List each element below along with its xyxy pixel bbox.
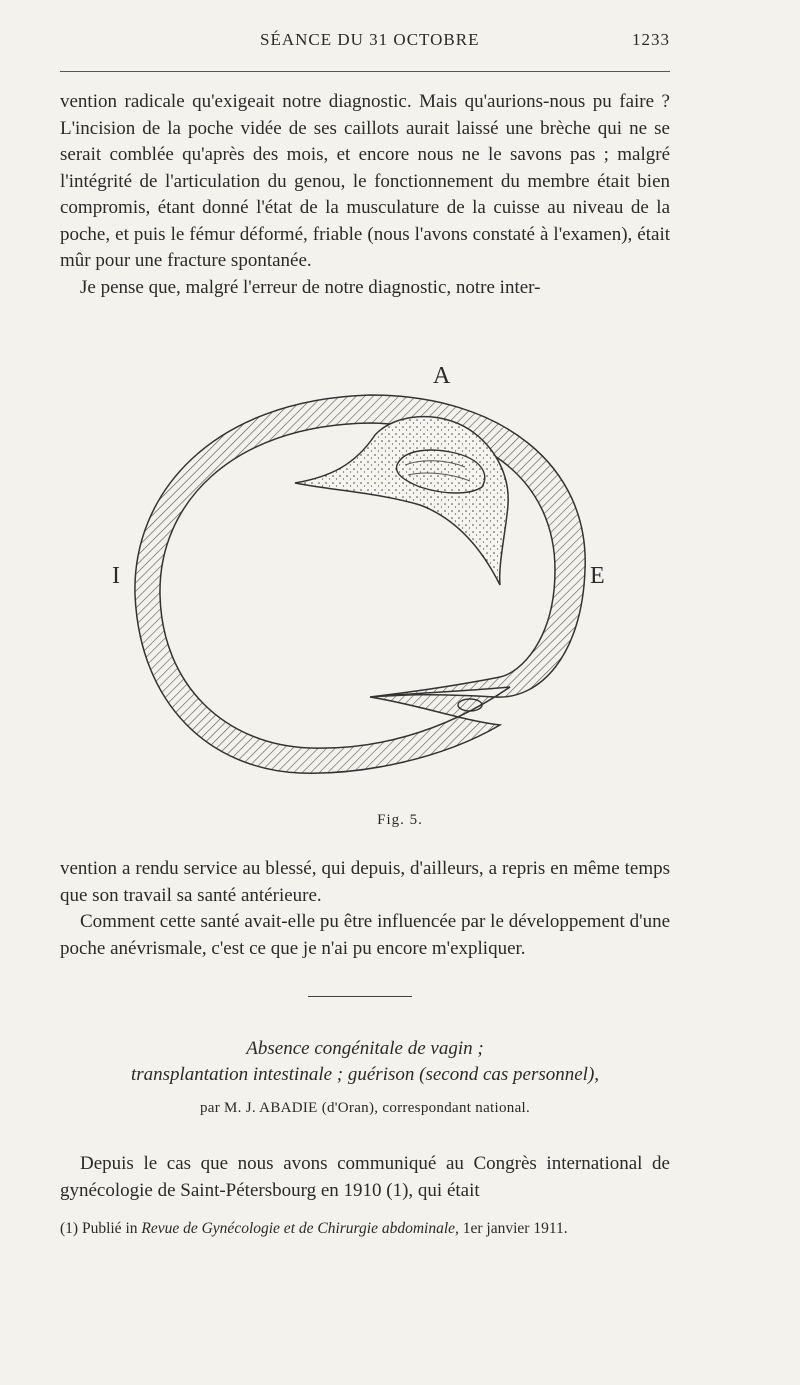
header-rule	[60, 71, 670, 72]
text-block-top	[60, 89, 670, 301]
figure-label-e: E	[590, 563, 605, 589]
text-block-middle	[60, 856, 670, 962]
paragraph-2b: Comment cette santé avait-elle pu être influencée par le développement d'une poche anévrismale, c'est ce que je n'ai pu encore m'expliquer.	[60, 911, 670, 959]
vessel-wall	[135, 395, 585, 773]
footnote-date: 1er janvier 1911.	[462, 1220, 568, 1237]
aneurysm-pouch	[295, 417, 508, 585]
article-byline: par M. J. ABADIE (d'Oran), correspondant national.	[199, 1100, 531, 1116]
article-title-line-2: transplantation intestinale ; guérison (second cas personnel),	[130, 1064, 600, 1085]
figure-5-diagram	[100, 355, 640, 795]
footnote	[60, 1218, 670, 1240]
section-separator	[308, 996, 412, 997]
footnote-journal: Revue de Gynécologie et de Chirurgie abdominale,	[141, 1220, 459, 1237]
paragraph-1: vention radicale qu'exigeait notre diagnostic. Mais qu'aurions-nous pu faire ? L'incision de la poche vidée de ses caillots aurait laissé une brèche qui ne se serait comblée qu'après des mois, et encore nous ne le savons pas ; malgré l'intégrité de l'articulation du genou, le fonctionnement du membre était bien compromis, étant donné l'état de la musculature de la cuisse au niveau de la poche, et puis le fémur déformé, friable (nous l'avons constaté à l'examen), était mûr pour une fracture spontanée.	[60, 91, 670, 271]
figure-caption: Fig. 5.	[377, 812, 423, 828]
paragraph-1b: Je pense que, malgré l'erreur de notre diagnostic, notre inter-	[80, 276, 541, 298]
paragraph-2: vention a rendu service au blessé, qui depuis, d'ailleurs, a repris en même temps que son travail sa santé antérieure.	[60, 858, 670, 906]
text-block-bottom	[60, 1151, 670, 1204]
figure-label-i: I	[112, 563, 120, 589]
figure-label-a: A	[433, 363, 451, 389]
running-head-title: SÉANCE DU 31 OCTOBRE	[260, 30, 480, 49]
footnote-text-before: Publié in	[81, 1220, 138, 1237]
article-title	[60, 1036, 670, 1088]
article-title-line-1: Absence congénitale de vagin ;	[246, 1038, 484, 1059]
footnote-number: (1)	[60, 1220, 79, 1237]
page-number: 1233	[632, 30, 670, 49]
running-head	[60, 30, 670, 60]
paragraph-3: Depuis le cas que nous avons communiqué au Congrès international de gynécologie de Saint-Pétersbourg en 1910 (1), qui était	[60, 1153, 670, 1201]
